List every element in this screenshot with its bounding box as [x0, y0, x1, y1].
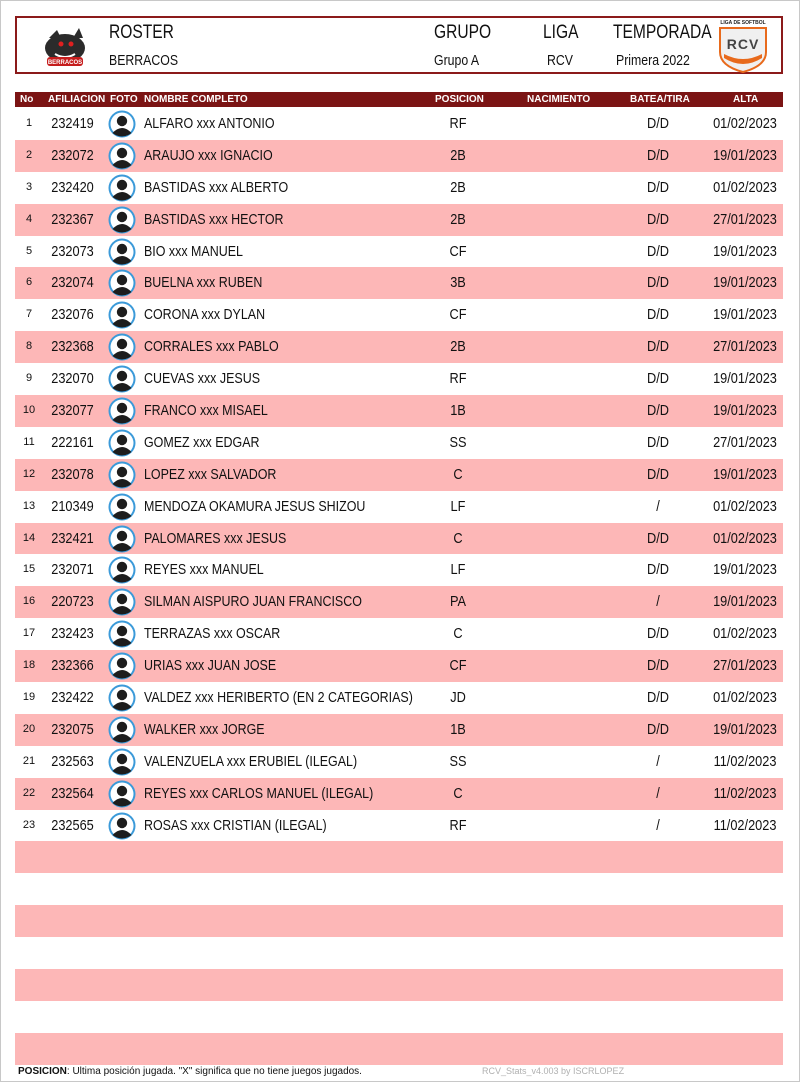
- table-row[interactable]: [15, 778, 783, 810]
- footer-note: [18, 1066, 362, 1077]
- row-nombre: FRANCO xxx MISAEL: [144, 402, 268, 420]
- row-number: 13: [22, 499, 36, 512]
- row-posicion: 2B: [450, 178, 466, 196]
- row-afiliacion: 232075: [51, 720, 94, 738]
- row-afiliacion: 232419: [51, 115, 94, 132]
- table-row[interactable]: [15, 108, 783, 140]
- row-number: 7: [25, 308, 33, 321]
- row-afiliacion: 232070: [51, 370, 94, 388]
- row-posicion: RF: [449, 115, 467, 132]
- table-row[interactable]: [15, 746, 783, 778]
- player-avatar-icon: [108, 716, 136, 744]
- player-avatar-icon: [108, 812, 136, 840]
- player-avatar-icon: [108, 748, 136, 776]
- row-batea-tira: D/D: [647, 529, 669, 547]
- player-avatar-icon: [108, 397, 136, 425]
- row-nombre: CORRALES xxx PABLO: [144, 338, 279, 356]
- row-posicion: PA: [449, 593, 467, 611]
- table-row[interactable]: [15, 299, 783, 331]
- row-posicion: LF: [450, 497, 466, 515]
- row-alta: 01/02/2023: [713, 529, 777, 547]
- row-nombre: PALOMARES xxx JESUS: [144, 529, 287, 547]
- league-logo: [716, 18, 770, 73]
- row-batea-tira: D/D: [647, 306, 669, 324]
- row-nombre: CORONA xxx DYLAN: [144, 306, 266, 324]
- row-alta: 19/01/2023: [713, 561, 777, 579]
- footer-text: : Ultima posición jugada. "X" significa que no tiene juegos jugados.: [66, 1066, 362, 1077]
- table-row[interactable]: [15, 618, 783, 650]
- row-number: 1: [25, 117, 33, 129]
- row-batea-tira: D/D: [647, 561, 669, 579]
- row-number: 11: [23, 435, 35, 448]
- roster-title: ROSTER: [109, 22, 174, 43]
- row-batea-tira: D/D: [647, 657, 669, 675]
- row-nombre: URIAS xxx JUAN JOSE: [144, 657, 277, 675]
- table-row[interactable]: [15, 236, 783, 268]
- player-avatar-icon: [108, 652, 136, 680]
- liga-value: RCV: [547, 52, 573, 69]
- row-alta: 11/02/2023: [713, 816, 777, 834]
- row-afiliacion: 220723: [51, 593, 94, 611]
- row-batea-tira: D/D: [647, 338, 669, 356]
- row-afiliacion: 232368: [51, 338, 94, 356]
- row-batea-tira: D/D: [647, 115, 669, 132]
- row-number: 15: [22, 563, 36, 576]
- row-nombre: REYES xxx CARLOS MANUEL (ILEGAL): [144, 784, 374, 802]
- row-alta: 11/02/2023: [713, 752, 777, 770]
- col-no: No: [20, 94, 34, 105]
- player-avatar-icon: [108, 333, 136, 361]
- player-avatar-icon: [108, 525, 136, 553]
- row-batea-tira: D/D: [647, 274, 669, 292]
- row-batea-tira: D/D: [647, 689, 669, 707]
- row-afiliacion: 232074: [51, 274, 94, 292]
- row-alta: 19/01/2023: [713, 146, 777, 164]
- row-posicion: 1B: [450, 720, 466, 738]
- team-logo: [39, 24, 91, 68]
- row-alta: 27/01/2023: [713, 210, 777, 228]
- table-row[interactable]: [15, 554, 783, 586]
- row-alta: 27/01/2023: [713, 433, 777, 451]
- row-batea-tira: /: [656, 784, 660, 802]
- row-afiliacion: 232076: [51, 306, 94, 324]
- player-avatar-icon: [108, 461, 136, 489]
- liga-label: LIGA: [543, 22, 579, 43]
- row-alta: 19/01/2023: [713, 720, 777, 738]
- table-row[interactable]: [15, 714, 783, 746]
- row-alta: 19/01/2023: [713, 306, 777, 324]
- col-nombre: NOMBRE COMPLETO: [144, 94, 248, 105]
- table-row[interactable]: [15, 172, 783, 204]
- row-nombre: BUELNA xxx RUBEN: [144, 274, 263, 292]
- empty-row: [15, 1001, 783, 1033]
- footer-credit: RCV_Stats_v4.003 by ISCRLOPEZ: [482, 1066, 625, 1076]
- row-posicion: RF: [449, 370, 467, 388]
- row-batea-tira: /: [656, 593, 660, 611]
- row-nombre: VALENZUELA xxx ERUBIEL (ILEGAL): [144, 752, 358, 770]
- row-posicion: SS: [449, 433, 467, 451]
- row-alta: 27/01/2023: [713, 338, 777, 356]
- row-number: 22: [22, 786, 36, 799]
- col-foto: FOTO: [110, 94, 138, 105]
- row-afiliacion: 232072: [51, 146, 94, 164]
- col-alta: ALTA: [733, 94, 759, 105]
- row-afiliacion: 222161: [51, 433, 94, 451]
- row-nombre: ROSAS xxx CRISTIAN (ILEGAL): [144, 816, 327, 834]
- row-number: 18: [22, 659, 36, 672]
- row-nombre: BASTIDAS xxx ALBERTO: [144, 178, 289, 196]
- row-batea-tira: D/D: [647, 433, 669, 451]
- player-avatar-icon: [108, 206, 136, 234]
- row-batea-tira: /: [656, 752, 660, 770]
- row-posicion: 2B: [450, 210, 466, 228]
- team-logo-text: BERRACOS: [47, 60, 83, 66]
- table-row[interactable]: [15, 810, 783, 842]
- row-number: 4: [25, 212, 33, 225]
- row-posicion: SS: [449, 752, 467, 770]
- row-afiliacion: 232077: [51, 402, 94, 420]
- row-number: 20: [22, 722, 36, 735]
- row-batea-tira: D/D: [647, 178, 669, 196]
- table-row[interactable]: [15, 491, 783, 523]
- col-batea-tira: BATEA/TIRA: [630, 94, 690, 105]
- row-nombre: BIO xxx MANUEL: [144, 242, 243, 260]
- row-posicion: CF: [449, 306, 467, 324]
- row-posicion: C: [453, 529, 463, 547]
- table-row[interactable]: [15, 363, 783, 395]
- player-avatar-icon: [108, 588, 136, 616]
- row-number: 8: [25, 340, 33, 353]
- row-number: 10: [22, 404, 36, 417]
- row-nombre: LOPEZ xxx SALVADOR: [144, 465, 277, 483]
- league-logo-text: RCV: [726, 36, 760, 52]
- league-logo-caption: LIGA DE SOFTBOL: [720, 20, 766, 26]
- table-row[interactable]: [15, 523, 783, 555]
- col-posicion: POSICION: [435, 94, 484, 105]
- empty-row: [15, 1033, 783, 1065]
- row-batea-tira: D/D: [647, 370, 669, 388]
- row-batea-tira: /: [656, 497, 660, 515]
- row-batea-tira: D/D: [647, 242, 669, 260]
- row-afiliacion: 232565: [51, 816, 94, 834]
- row-number: 12: [22, 467, 36, 480]
- row-afiliacion: 232423: [51, 625, 94, 643]
- player-avatar-icon: [108, 301, 136, 329]
- row-afiliacion: 232422: [51, 689, 94, 707]
- row-alta: 19/01/2023: [713, 465, 777, 483]
- row-nombre: WALKER xxx JORGE: [144, 720, 265, 738]
- roster-table-body: [15, 108, 783, 1065]
- row-nombre: BASTIDAS xxx HECTOR: [144, 210, 284, 228]
- row-alta: 01/02/2023: [713, 178, 777, 196]
- row-nombre: MENDOZA OKAMURA JESUS SHIZOU: [144, 497, 366, 515]
- row-alta: 19/01/2023: [713, 593, 777, 611]
- row-alta: 01/02/2023: [713, 497, 777, 515]
- row-alta: 01/02/2023: [713, 625, 777, 643]
- row-posicion: CF: [449, 657, 467, 675]
- empty-row: [15, 873, 783, 905]
- player-avatar-icon: [108, 365, 136, 393]
- row-afiliacion: 232563: [51, 752, 94, 770]
- row-nombre: GOMEZ xxx EDGAR: [144, 433, 260, 451]
- row-batea-tira: D/D: [647, 465, 669, 483]
- row-nombre: VALDEZ xxx HERIBERTO (EN 2 CATEGORIAS): [144, 689, 413, 707]
- table-row[interactable]: [15, 682, 783, 714]
- row-number: 21: [22, 754, 36, 767]
- row-posicion: C: [453, 625, 463, 643]
- table-row[interactable]: [15, 650, 783, 682]
- row-number: 14: [22, 531, 36, 544]
- row-alta: 27/01/2023: [713, 657, 777, 675]
- row-alta: 11/02/2023: [713, 784, 777, 802]
- player-avatar-icon: [108, 269, 136, 297]
- row-alta: 01/02/2023: [713, 115, 777, 132]
- row-alta: 01/02/2023: [713, 689, 777, 707]
- grupo-value: Grupo A: [434, 52, 480, 69]
- row-alta: 19/01/2023: [713, 274, 777, 292]
- row-number: 19: [22, 691, 36, 704]
- row-posicion: C: [453, 465, 463, 483]
- row-posicion: 3B: [450, 274, 466, 292]
- empty-row: [15, 937, 783, 969]
- empty-row: [15, 905, 783, 937]
- grupo-label: GRUPO: [434, 22, 492, 43]
- row-number: 9: [25, 372, 33, 385]
- row-posicion: 2B: [450, 146, 466, 164]
- row-batea-tira: D/D: [647, 720, 669, 738]
- temporada-value: Primera 2022: [616, 52, 690, 69]
- row-posicion: RF: [449, 816, 467, 834]
- row-number: 17: [22, 627, 36, 640]
- table-row[interactable]: [15, 204, 783, 236]
- table-row[interactable]: [15, 331, 783, 363]
- row-number: 3: [25, 180, 33, 193]
- row-batea-tira: D/D: [647, 402, 669, 420]
- row-alta: 19/01/2023: [713, 402, 777, 420]
- row-posicion: LF: [450, 561, 466, 579]
- temporada-label: TEMPORADA: [613, 22, 712, 43]
- team-name: BERRACOS: [109, 52, 179, 69]
- row-posicion: CF: [449, 242, 467, 260]
- row-nombre: REYES xxx MANUEL: [144, 561, 264, 579]
- row-number: 2: [25, 148, 33, 161]
- row-nombre: ARAUJO xxx IGNACIO: [144, 146, 273, 164]
- row-alta: 19/01/2023: [713, 242, 777, 260]
- row-posicion: JD: [450, 689, 466, 707]
- row-afiliacion: 232421: [51, 529, 94, 547]
- table-row[interactable]: [15, 395, 783, 427]
- row-batea-tira: D/D: [647, 146, 669, 164]
- row-afiliacion: 232078: [51, 465, 94, 483]
- row-afiliacion: 232073: [51, 242, 94, 260]
- table-row[interactable]: [15, 267, 783, 299]
- roster-header: [15, 16, 783, 74]
- row-number: 6: [25, 276, 33, 289]
- row-batea-tira: /: [656, 816, 660, 834]
- row-nombre: ALFARO xxx ANTONIO: [144, 115, 275, 132]
- row-afiliacion: 232071: [51, 561, 94, 579]
- player-avatar-icon: [108, 493, 136, 521]
- row-posicion: 1B: [450, 402, 466, 420]
- row-nombre: TERRAZAS xxx OSCAR: [144, 625, 281, 643]
- player-avatar-icon: [108, 238, 136, 266]
- row-batea-tira: D/D: [647, 210, 669, 228]
- player-avatar-icon: [108, 142, 136, 170]
- row-afiliacion: 210349: [51, 497, 94, 515]
- table-row[interactable]: [15, 459, 783, 491]
- player-avatar-icon: [108, 620, 136, 648]
- row-batea-tira: D/D: [647, 625, 669, 643]
- row-afiliacion: 232367: [51, 210, 94, 228]
- row-posicion: C: [453, 784, 463, 802]
- table-row[interactable]: [15, 586, 783, 618]
- empty-row: [15, 969, 783, 1001]
- row-number: 23: [22, 818, 36, 831]
- player-avatar-icon: [108, 174, 136, 202]
- player-avatar-icon: [108, 110, 136, 138]
- player-avatar-icon: [108, 684, 136, 712]
- player-avatar-icon: [108, 556, 136, 584]
- row-number: 16: [22, 595, 36, 608]
- row-number: 5: [25, 244, 33, 257]
- row-alta: 19/01/2023: [713, 370, 777, 388]
- table-row[interactable]: [15, 427, 783, 459]
- row-afiliacion: 232420: [51, 178, 94, 196]
- table-header: [15, 92, 783, 107]
- footer-label: POSICION: [18, 1066, 67, 1077]
- col-afiliacion: AFILIACION: [48, 94, 106, 105]
- row-afiliacion: 232366: [51, 657, 94, 675]
- col-nacimiento: NACIMIENTO: [527, 94, 591, 105]
- empty-row: [15, 841, 783, 873]
- row-afiliacion: 232564: [51, 784, 94, 802]
- table-row[interactable]: [15, 140, 783, 172]
- row-nombre: CUEVAS xxx JESUS: [144, 370, 261, 388]
- player-avatar-icon: [108, 429, 136, 457]
- row-posicion: 2B: [450, 338, 466, 356]
- row-nombre: SILMAN AISPURO JUAN FRANCISCO: [144, 593, 362, 611]
- player-avatar-icon: [108, 780, 136, 808]
